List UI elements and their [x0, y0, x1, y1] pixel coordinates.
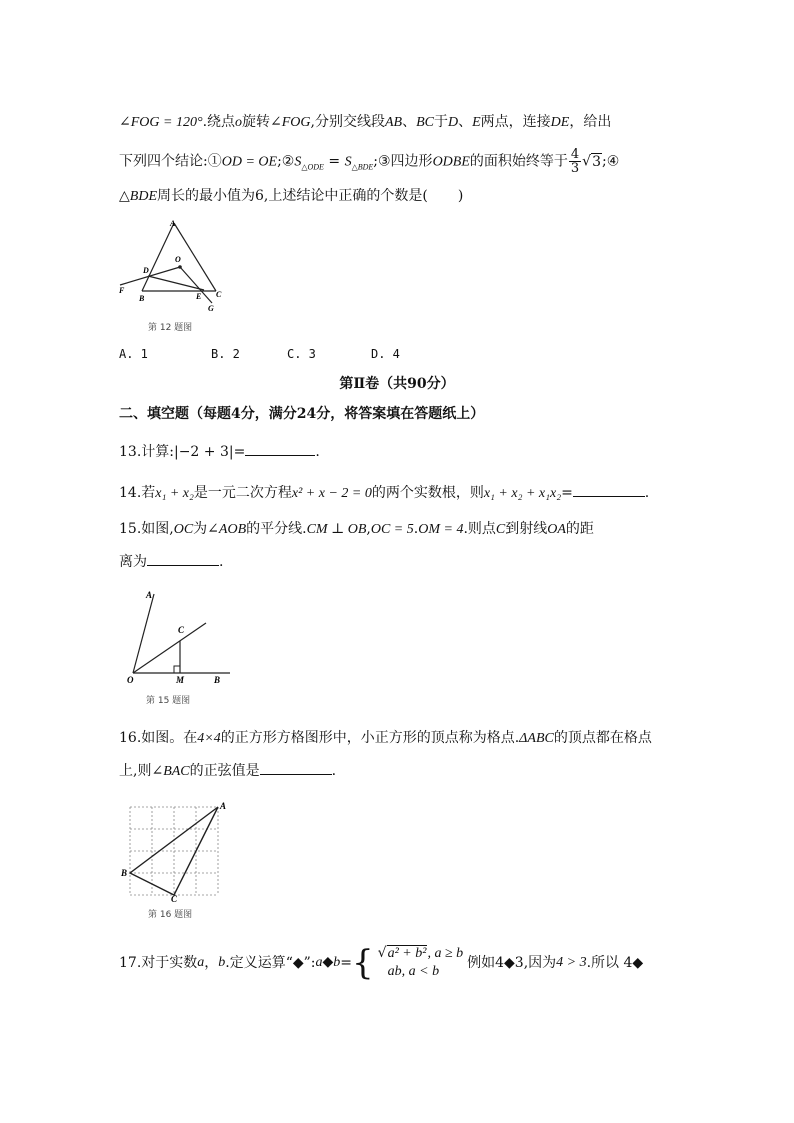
text: 14.若: [119, 485, 156, 501]
expression: |−2 + 3|: [173, 444, 234, 460]
text: 的距: [565, 521, 594, 537]
text: D: [447, 115, 459, 130]
text: 16.如图。在: [119, 730, 198, 746]
label-b: B: [214, 675, 221, 685]
left-brace: {: [352, 942, 374, 983]
q12-line1: [119, 112, 611, 133]
label-m: M: [176, 675, 185, 685]
label-f: F: [119, 286, 125, 295]
text: b: [218, 954, 226, 970]
text: 4 > 3: [556, 954, 587, 970]
q15-line2: [119, 551, 223, 572]
text: DE: [550, 115, 570, 130]
radicand: 3: [592, 153, 602, 170]
text: 17.对于实数: [119, 954, 198, 971]
text: 的正方形方格图形中，小正方形的顶点称为格点.: [220, 730, 520, 746]
point-o-dot: [178, 265, 182, 269]
text: 是一元二次方程: [193, 485, 292, 501]
text: .: [219, 554, 224, 570]
text: 到射线: [505, 521, 548, 537]
text: 于: [433, 114, 448, 130]
label-a: A: [170, 219, 176, 228]
condition: , a ≥ b: [427, 946, 464, 961]
q16-line2: [119, 760, 336, 782]
text: AB: [384, 115, 403, 130]
text: =: [233, 444, 246, 460]
text: 的平分线.: [246, 521, 307, 537]
text: 的顶点都在格点: [553, 730, 652, 746]
denominator: 3: [570, 161, 580, 176]
label-b: B: [121, 868, 128, 878]
text: 旋转∠: [242, 114, 282, 130]
sqrt-sign: √: [582, 153, 592, 170]
label-o: O: [175, 255, 181, 264]
text: 上,则∠: [119, 763, 164, 779]
text: 的两个实数根，则: [371, 485, 484, 501]
sqrt-sign: √: [377, 945, 387, 961]
q14: [119, 482, 649, 504]
point-o: o: [235, 115, 243, 130]
label-e: E: [196, 292, 202, 301]
label-o: O: [127, 675, 134, 685]
text: FOG: [281, 115, 311, 130]
section-title: 第Ⅱ卷（共90分）: [339, 376, 455, 392]
label-c: C: [171, 894, 178, 902]
figure-caption: 第 16 题图: [148, 910, 193, 920]
fraction: [569, 148, 581, 175]
text: C: [495, 522, 506, 537]
q12-line2: [119, 148, 619, 177]
text: a: [197, 954, 205, 970]
text: OD = OE: [221, 154, 278, 170]
q15-line1: [119, 519, 594, 540]
grid: [130, 807, 218, 895]
text: 例如4◆3,因为: [467, 954, 557, 971]
q16-figure: [120, 797, 235, 902]
text: BDE: [129, 189, 157, 204]
text: .: [315, 444, 320, 460]
text: 的正弦值是: [189, 763, 260, 779]
section-instructions: 二、填空题（每题4分，满分24分，将答案填在答题纸上）: [119, 406, 485, 422]
q12-figure: [112, 215, 242, 320]
text: =: [323, 153, 345, 170]
text: 为∠: [193, 521, 219, 537]
case-1: [378, 944, 463, 963]
text: OM = 4: [418, 522, 464, 537]
figure-caption: 第 15 题图: [146, 696, 191, 706]
q12-line3: [119, 186, 463, 207]
text: 15.如图,: [119, 521, 174, 537]
text: 下列四个结论:①: [119, 153, 222, 170]
equation: x² + x − 2 = 0: [291, 486, 372, 501]
text: .: [331, 763, 337, 779]
text: ): [457, 188, 464, 204]
text: .所以 4◆: [586, 954, 644, 971]
q13: [119, 441, 320, 462]
text: =: [561, 485, 573, 501]
text: .: [413, 521, 419, 537]
expression: x₁ + x₂ + x₁x₂: [483, 486, 562, 501]
option-b[interactable]: B. 2: [211, 347, 240, 361]
text: BAC: [163, 764, 190, 779]
label-c: C: [178, 625, 185, 635]
text: =: [340, 954, 353, 971]
text: ODBE: [432, 154, 470, 170]
text: ;②: [277, 153, 295, 170]
text: .则点: [463, 521, 496, 537]
text: ,: [366, 521, 371, 537]
text: 13.计算:: [119, 444, 174, 460]
text: E: [472, 115, 481, 130]
text: OA: [547, 522, 566, 537]
answer-blank[interactable]: [245, 441, 315, 456]
case-2: ab, a < b: [387, 964, 440, 979]
label-c: C: [216, 290, 222, 299]
text: ΔABC: [519, 731, 554, 746]
q12-options: [119, 344, 400, 364]
text: .绕点: [202, 114, 236, 130]
text: BC: [416, 115, 434, 130]
option-d[interactable]: D. 4: [371, 347, 400, 361]
text: OC: [173, 522, 194, 537]
text: 两点，连接: [480, 114, 551, 130]
label-a: A: [146, 590, 153, 600]
option-a[interactable]: A. 1: [119, 347, 148, 361]
text: ;④: [602, 153, 620, 170]
text: S: [294, 154, 302, 170]
figure-caption: 第 12 题图: [148, 323, 193, 333]
text: 的面积始终等于: [469, 153, 568, 170]
q15-figure: [118, 586, 243, 686]
answer-blank[interactable]: [147, 551, 219, 566]
text: .: [644, 485, 650, 501]
q16-line1: [119, 728, 652, 749]
text: .定义运算“◆”:: [225, 954, 316, 971]
label-d: D: [143, 266, 149, 275]
label-g: G: [208, 304, 214, 313]
text: OC = 5: [370, 522, 414, 537]
text: ，: [204, 954, 219, 971]
segment-de: [148, 276, 204, 290]
answer-blank[interactable]: [260, 760, 332, 775]
answer-blank[interactable]: [573, 482, 645, 497]
q17: [119, 944, 643, 981]
text: AOB: [218, 522, 247, 537]
text: CM ⊥ OB: [306, 522, 367, 537]
text: 4×4: [197, 731, 221, 746]
subscript: △ODE: [301, 162, 324, 172]
text: 离为: [119, 554, 147, 570]
text: 、: [458, 114, 473, 130]
subscript: △BDE: [351, 162, 374, 172]
angle-fog: ∠FOG = 120°: [119, 115, 203, 130]
piecewise-cases: [378, 944, 463, 981]
expression: x₁ + x₂: [155, 486, 194, 501]
radicand: a² + b²: [387, 946, 427, 961]
text: △: [119, 188, 130, 204]
option-c[interactable]: C. 3: [287, 347, 316, 361]
label-b: B: [139, 294, 145, 303]
right-angle-mark: [174, 666, 180, 673]
text: ,分别交线段: [310, 114, 385, 130]
text: a◆b: [315, 954, 341, 970]
text: 、: [402, 114, 417, 130]
numerator: 4: [570, 147, 580, 162]
text: S: [344, 154, 352, 170]
text: 周长的最小值为6,上述结论中正确的个数是(: [157, 188, 428, 204]
label-a: A: [220, 801, 227, 811]
text: ，给出: [569, 114, 612, 130]
text: ;③四边形: [373, 153, 433, 170]
